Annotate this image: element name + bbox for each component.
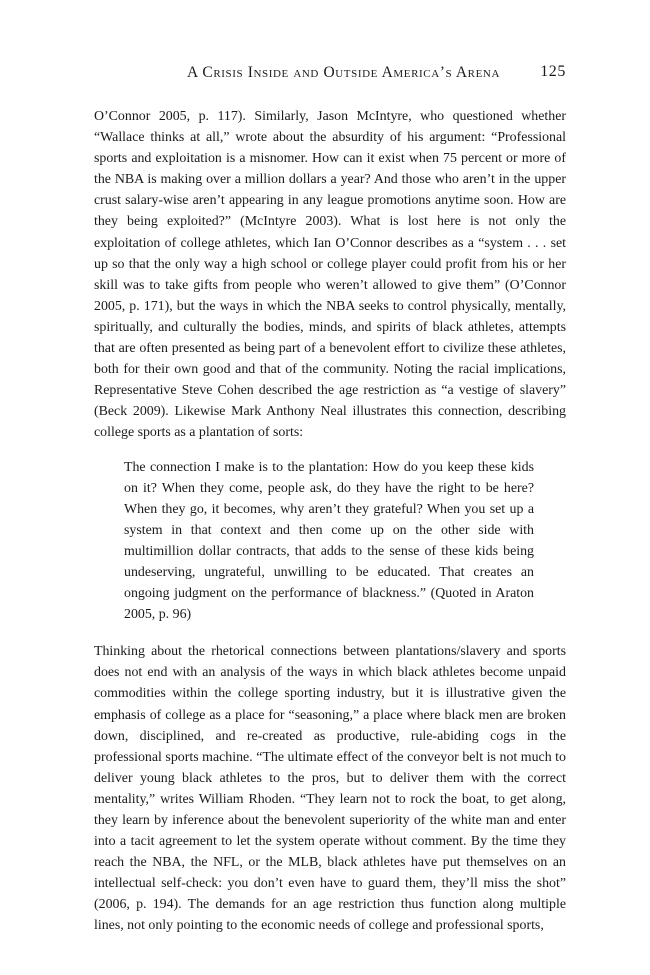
running-head: [94, 60, 566, 90]
book-page: [94, 60, 566, 937]
body-paragraph-2: Thinking about the rhetorical connections between plantations/slavery and sports does not end with an analysis of the ways in which black athletes become unpaid commodities within the college sporting industry, but it is illustrative given the emphasis of college as a place for “seasoning,” a place where black men are broken down, disciplined, and re-created as productive, rule-abiding cogs in the professional sports machine. “The ultimate effect of the conveyor belt is not much to deliver young black athletes to the pros, but to deliver them with the correct mentality,” writes William Rhoden. “They learn not to rock the boat, to get along, they learn by inference about the benevolent superiority of the white man and enter into a tacit agreement to let the system operate without comment. By the time they reach the NBA, the NFL, or the MLB, black athletes have put themselves on an intellectual self-check: you don’t even have to guard them, they’ll miss the shot” (2006, p. 194). The demands for an age restriction thus function along multiple lines, not only pointing to the economic needs of college and professional sports,: [94, 644, 566, 934]
block-quote: The connection I make is to the plantation: How do you keep these kids on it? When they come, people ask, do they have the right to be here? When they go, it becomes, why aren’t they grateful? When you set up a system in that context and then come up on the other side with multimillion dollar contracts, that adds to the sense of these kids being undeserving, ungrateful, unwilling to be educated. That creates an ongoing judgment on the performance of blackness.” (Quoted in Araton 2005, p. 96): [124, 459, 534, 623]
running-title: A Crisis Inside and Outside America’s Arena: [187, 64, 500, 81]
body-paragraph-1: O’Connor 2005, p. 117). Similarly, Jason McIntyre, who questioned whether “Wallace thinks at all,” wrote about the absurdity of his argument: “Professional sports and exploitation is a misnomer. How can it exist when 75 percent or more of the NBA is making over a million dollars a year? And those who aren’t in the upper crust salary-wise aren’t appearing in any league promotions anytime soon. How are they being exploited?” (McIntyre 2003). What is lost here is not only the exploitation of college athletes, which Ian O’Connor describes as a “system . . . set up so that the only way a high school or college player could profit from his or her skill was to take gifts from people who weren’t allowed to give them” (O’Connor 2005, p. 171), but the ways in which the NBA seeks to control physically, mentally, spiritually, and culturally the bodies, minds, and spirits of black athletes, attempts that are often presented as being part of a benevolent effort to civilize these athletes, both for their own good and that of the community. Noting the racial implications, Representative Steve Cohen described the age restriction as “a vestige of slavery” (Beck 2009). Likewise Mark Anthony Neal illustrates this connection, describing college sports as a plantation of sorts:: [94, 109, 566, 441]
page-number: 125: [540, 63, 566, 80]
